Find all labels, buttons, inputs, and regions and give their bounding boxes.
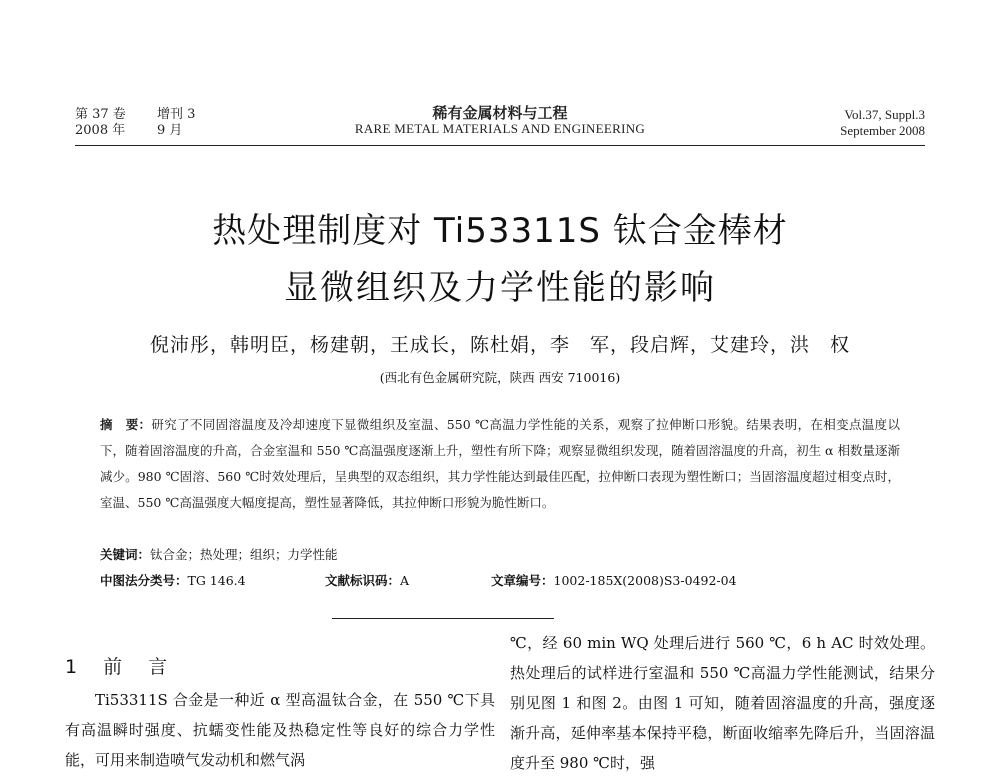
supplement-label: 增刊 3 xyxy=(157,107,196,122)
doc-value: A xyxy=(400,573,410,588)
article-value: 1002-185X(2008)S3-0492-04 xyxy=(553,573,737,588)
abstract-separator xyxy=(332,618,554,619)
affiliation: (西北有色金属研究院，陕西 西安 710016) xyxy=(379,370,621,385)
journal-name-cn: 稀有金属材料与工程 xyxy=(432,104,568,122)
clc-value: TG 146.4 xyxy=(187,573,246,588)
month-label: 9 月 xyxy=(157,123,183,138)
article-label: 文章编号： xyxy=(491,573,554,588)
left-column xyxy=(65,685,495,775)
article-code xyxy=(491,568,737,594)
doc-label: 文献标识码： xyxy=(325,573,401,588)
volume-label: 第 37 卷 xyxy=(75,107,126,122)
journal-volume-en xyxy=(840,107,925,139)
doc-code xyxy=(325,568,409,594)
keywords-label: 关键词： xyxy=(100,547,151,562)
keywords-text: 钛合金；热处理；组织；力学性能 xyxy=(150,547,338,562)
abstract-label: 摘 要： xyxy=(100,417,152,432)
author-list: 倪沛彤，韩明臣，杨建朝，王成长，陈杜娟，李 军，段启辉，艾建玲，洪 权 xyxy=(149,334,850,356)
clc-label: 中图法分类号： xyxy=(100,573,188,588)
keywords xyxy=(100,542,338,568)
clc-code xyxy=(100,573,246,588)
paper-title-line2: 显微组织及力学性能的影响 xyxy=(284,268,716,308)
abstract xyxy=(100,412,900,516)
left-column-paragraph: Ti53311S 合金是一种近 α 型高温钛合金，在 550 ℃下具有高温瞬时强度、抗蠕变性能及热稳定性等良好的综合力学性能，可用来制造喷气发动机和燃气涡 xyxy=(65,691,495,769)
paper-title-line1: 热处理制度对 Ti53311S 钛合金棒材 xyxy=(212,211,788,251)
section-heading-introduction: 1 前 言 xyxy=(65,656,178,678)
header-rule xyxy=(75,145,925,146)
right-column xyxy=(510,628,935,778)
classification-codes xyxy=(100,568,900,594)
abstract-text: 研究了不同固溶温度及冷却速度下显微组织及室温、550 ℃高温力学性能的关系，观察了拉伸断口形貌。结果表明，在相变点温度以下，随着固溶温度的升高，合金室温和 550 ℃高温强度逐渐上升，塑性有所下降；观察显微组织发现，随着固溶温度的升高，初生 α 相数量逐渐减少。980 ℃固溶、560 ℃时效处理后，呈典型的双态组织，其力学性能达到最佳匹配，拉伸断口表现为塑性断口；当固溶温度超过相变点时，室温、550 ℃高温强度大幅度提高，塑性显著降低，其拉伸断口形貌为脆性断口。 xyxy=(100,417,900,510)
journal-name-en: RARE METAL MATERIALS AND ENGINEERING xyxy=(354,121,646,136)
date-en: September 2008 xyxy=(840,123,925,138)
right-column-paragraph: ℃，经 60 min WQ 处理后进行 560 ℃，6 h AC 时效处理。热处理后的试样进行室温和 550 ℃高温力学性能测试，结果分别见图 1 和图 2。由图 1 可知，随着固溶温度的升高，强度逐渐升高，延伸率基本保持平稳，断面收缩率先降后升，当固溶温度升至 980 ℃时，强 xyxy=(510,634,935,772)
volume-en: Vol.37, Suppl.3 xyxy=(844,107,925,122)
year-label: 2008 年 xyxy=(75,123,126,138)
